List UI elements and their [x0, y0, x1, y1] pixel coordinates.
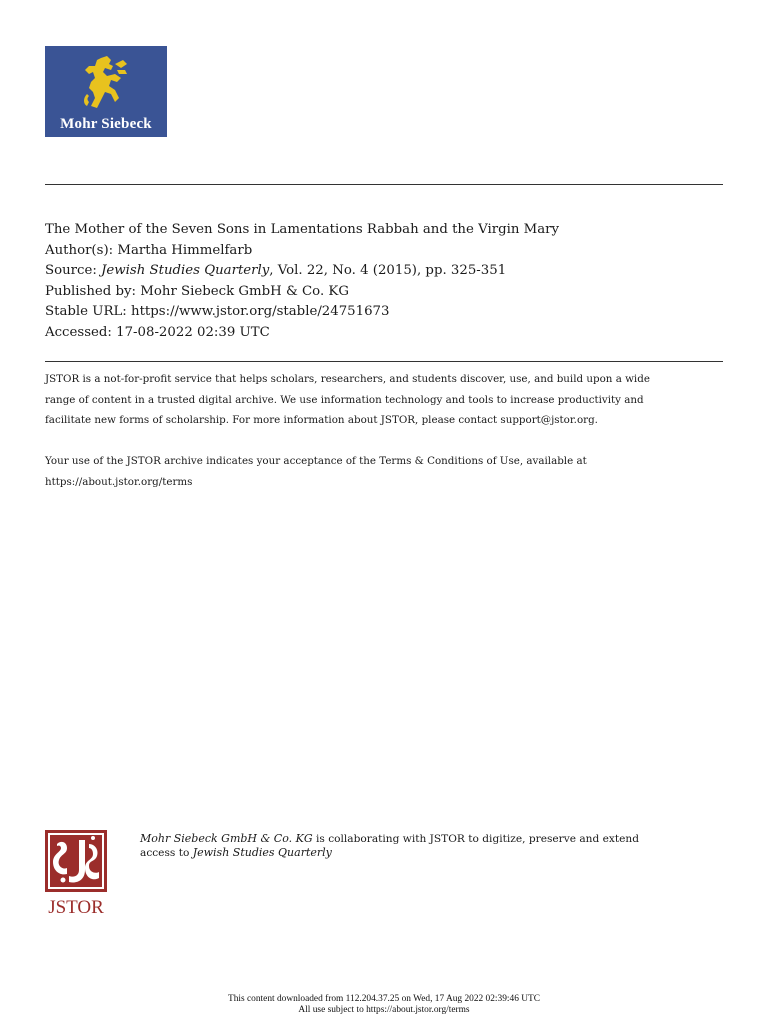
- jstor-emblem-icon: [45, 830, 107, 892]
- terms-paragraph: Your use of the JSTOR archive indicates your acceptance of the Terms & Conditions of Use, available at https://about.jstor.org/terms: [45, 455, 587, 488]
- terms-link[interactable]: https://about.jstor.org/terms: [45, 475, 193, 488]
- publisher-logo: [45, 46, 167, 137]
- download-footer: [0, 994, 768, 1016]
- article-authors: Author(s): Martha Himmelfarb: [45, 242, 253, 258]
- article-title: The Mother of the Seven Sons in Lamentations Rabbah and the Virgin Mary: [45, 222, 560, 237]
- collaboration-statement: Mohr Siebeck GmbH & Co. KG is collaborating with JSTOR to digitize, preserve and extend access to Jewish Studies Quarterly: [140, 832, 640, 859]
- jstor-notice: [45, 369, 725, 492]
- jstor-logo: [45, 830, 107, 920]
- top-divider: [45, 184, 723, 185]
- middle-divider: [45, 361, 723, 362]
- footer-line-download: This content downloaded from 112.204.37.25 on Wed, 17 Aug 2022 02:39:46 UTC: [228, 994, 540, 1004]
- publisher-logo-text: Mohr Siebeck: [60, 116, 152, 132]
- article-publisher: Published by: Mohr Siebeck GmbH & Co. KG: [45, 283, 349, 299]
- journal-name: Jewish Studies Quarterly: [101, 263, 270, 279]
- stable-url-link[interactable]: https://www.jstor.org/stable/24751673: [131, 304, 390, 320]
- article-stable-url: Stable URL: https://www.jstor.org/stable/24751673: [45, 304, 390, 320]
- notice-paragraph: JSTOR is a not-for-profit service that helps scholars, researchers, and students discover, use, and build upon a wide range of content in a trusted digital archive. We use information technology and tools to increase productivity and facilitate new forms of scholarship. For more information about JSTOR, please contact support@jstor.org.: [45, 373, 650, 426]
- jstor-logo-text: JSTOR: [48, 897, 104, 918]
- article-accessed: Accessed: 17-08-2022 02:39 UTC: [45, 324, 270, 340]
- jstor-emblem-box: [45, 830, 107, 892]
- footer-line-terms: All use subject to https://about.jstor.org/terms: [298, 1005, 470, 1015]
- collab-publisher: Mohr Siebeck GmbH & Co. KG: [140, 832, 313, 845]
- lion-rampant-icon: [81, 54, 131, 110]
- article-source: Source: Jewish Studies Quarterly, Vol. 22, No. 4 (2015), pp. 325-351: [45, 263, 507, 279]
- collab-journal: Jewish Studies Quarterly: [192, 846, 332, 859]
- article-metadata: [45, 220, 725, 344]
